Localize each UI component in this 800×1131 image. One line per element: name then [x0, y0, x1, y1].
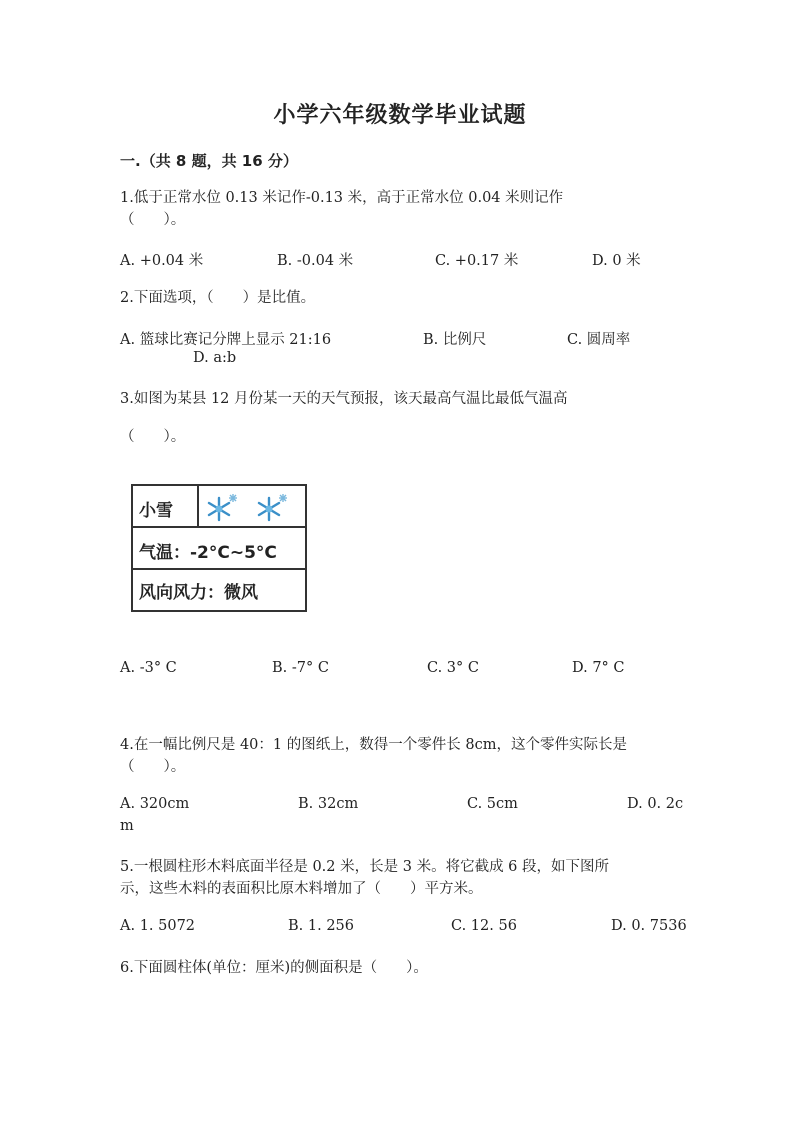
snowflake-icon [205, 492, 241, 524]
q4-option-d[interactable]: D. 0. 2c [627, 796, 684, 812]
weather-wind-label: 风向风力：微风 [139, 583, 258, 603]
weather-divider [197, 486, 199, 526]
snowflake-icon [255, 492, 291, 524]
q5-option-c[interactable]: C. 12. 56 [451, 918, 517, 934]
weather-row-wind [133, 570, 305, 610]
question-6 [120, 957, 428, 979]
question-number: 6. [120, 960, 134, 976]
weather-temperature-label: 气温：-2°C~5°C [139, 543, 277, 563]
question-5 [120, 856, 609, 878]
question-number: 5. [120, 859, 134, 875]
question-text: 一根圆柱形木料底面半径是 0.2 米，长是 3 米。将它截成 6 段，如下图所 [133, 859, 610, 875]
question-text: 如图为某县 12 月份某一天的天气预报，该天最高气温比最低气温高 [133, 391, 568, 407]
q1-option-b[interactable]: B. -0.04 米 [277, 253, 354, 269]
question-number: 3. [120, 391, 134, 407]
question-4-line2: （ ）。 [120, 759, 186, 775]
q4-option-d-wrap: m [120, 818, 134, 834]
q4-option-b[interactable]: B. 32cm [298, 796, 359, 812]
q1-option-c[interactable]: C. +0.17 米 [435, 253, 519, 269]
question-3 [120, 388, 568, 410]
question-3-line2: （ ）。 [120, 429, 186, 445]
question-number: 2. [120, 290, 134, 306]
q1-option-d[interactable]: D. 0 米 [592, 253, 641, 269]
q5-option-b[interactable]: B. 1. 256 [288, 918, 354, 934]
weather-forecast-card [131, 484, 307, 612]
q5-option-a[interactable]: A. 1. 5072 [120, 918, 196, 934]
question-1-line2: （ ）。 [120, 212, 186, 228]
q3-option-a[interactable]: A. -3° C [120, 660, 177, 676]
question-text: 下面圆柱体(单位：厘米)的侧面积是（ ）。 [133, 960, 428, 976]
question-number: 4. [120, 737, 134, 753]
question-text: 在一幅比例尺是 40：1 的图纸上，数得一个零件长 8cm，这个零件实际长是 [133, 737, 627, 753]
q3-option-d[interactable]: D. 7° C [572, 660, 625, 676]
page-title: 小学六年级数学毕业试题 [273, 103, 527, 128]
q2-option-d[interactable]: D. a:b [193, 350, 237, 366]
question-1 [120, 187, 563, 209]
q3-option-c[interactable]: C. 3° C [427, 660, 479, 676]
question-text: 低于正常水位 0.13 米记作-0.13 米，高于正常水位 0.04 米则记作 [133, 190, 564, 206]
q4-option-a[interactable]: A. 320cm [120, 796, 190, 812]
q3-option-b[interactable]: B. -7° C [272, 660, 329, 676]
question-number: 1. [120, 190, 134, 206]
question-2 [120, 287, 315, 309]
question-5-line2: 示，这些木料的表面积比原木料增加了（ ）平方米。 [120, 881, 483, 897]
weather-row-temperature [133, 528, 305, 570]
question-4 [120, 734, 627, 756]
q2-option-a[interactable]: A. 篮球比赛记分牌上显示 21:16 [120, 332, 332, 348]
question-text: 下面选项，（ ）是比值。 [133, 290, 316, 306]
q2-option-c[interactable]: C. 圆周率 [567, 332, 631, 348]
weather-condition-label: 小雪 [139, 501, 173, 521]
q4-option-c[interactable]: C. 5cm [467, 796, 518, 812]
weather-row-condition [133, 486, 305, 528]
section-heading: 一.（共 8 题，共 16 分） [120, 152, 298, 170]
q5-option-d[interactable]: D. 0. 7536 [611, 918, 687, 934]
q2-option-b[interactable]: B. 比例尺 [423, 332, 487, 348]
q1-option-a[interactable]: A. +0.04 米 [120, 253, 204, 269]
